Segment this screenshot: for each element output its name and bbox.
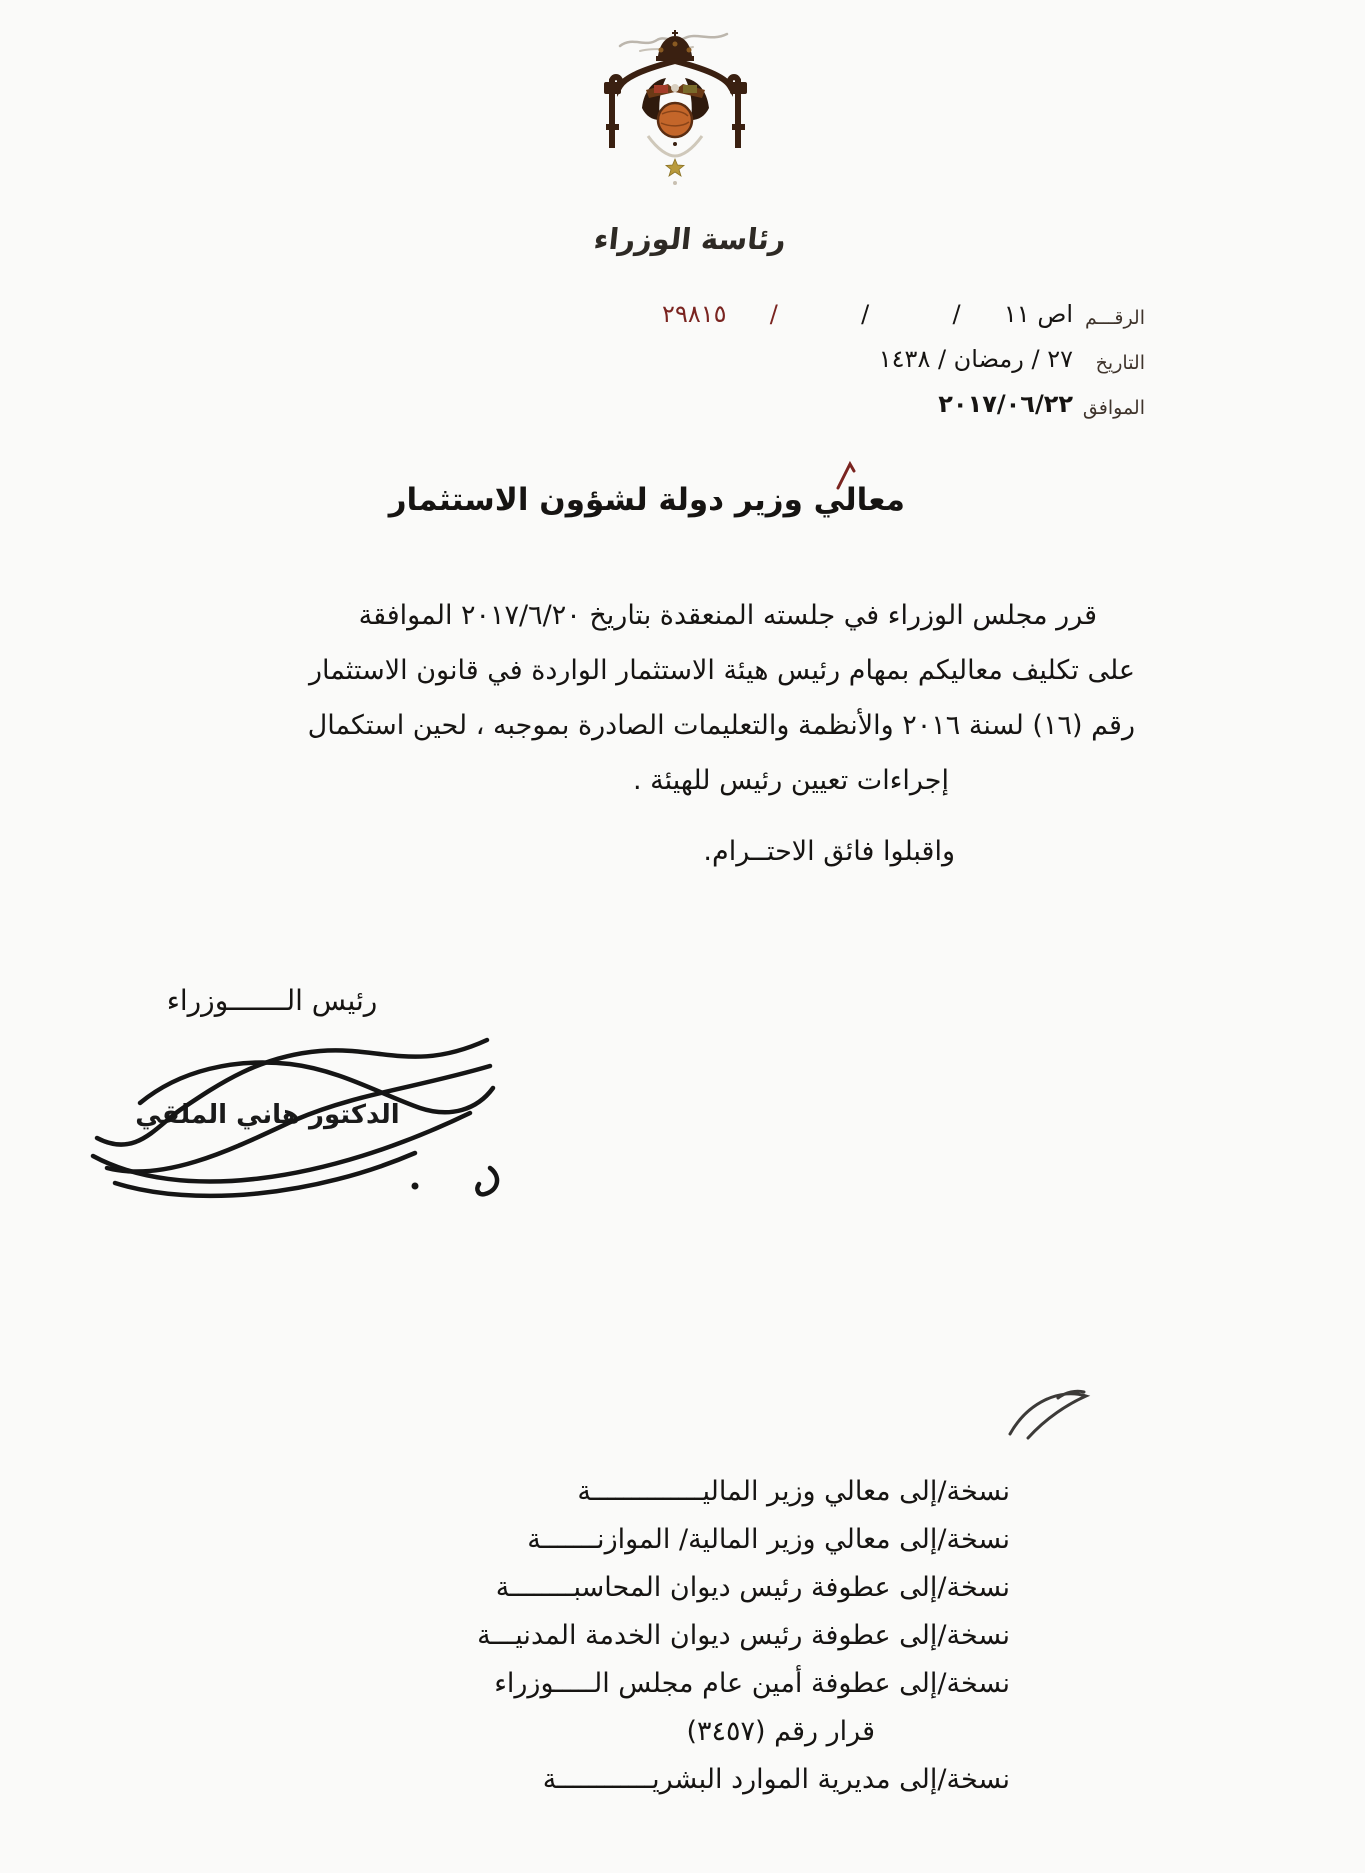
ref-number-sep2: /: [861, 300, 870, 328]
ref-label-number: الرقـــم: [1085, 307, 1145, 329]
salutation-line: معالي وزير دولة لشؤون الاستثمار: [388, 482, 905, 518]
cc-decision-number: قرار رقم (٣٤٥٧): [686, 1716, 875, 1747]
ref-number-line: [662, 292, 1073, 337]
cc-item: نسخة/إلى معالي وزير المالية/ الموازنـــــــة: [527, 1524, 1010, 1555]
closing-line: واقبلوا فائق الاحتــرام.: [703, 836, 955, 867]
body-line: رقم (١٦) لسنة ٢٠١٦ والأنظمة والتعليمات الصادرة بموجبه ، لحين استكمال: [307, 710, 1135, 741]
ref-number-sep3: /: [769, 300, 778, 328]
ref-number-prefix: اص ١١: [1003, 300, 1073, 328]
ref-number-value: ٢٩٨١٥: [662, 300, 727, 328]
org-calligraphy-title: رئاسة الوزراء: [592, 222, 788, 256]
handwritten-annotation-mark: [998, 1382, 1093, 1452]
cc-item: نسخة/إلى معالي وزير الماليــــــــــــــة: [577, 1476, 1010, 1507]
body-line: إجراءات تعيين رئيس للهيئة .: [632, 765, 949, 796]
signature-mark: [85, 1018, 515, 1223]
ref-label-date: التاريخ: [1095, 352, 1145, 374]
cc-item: نسخة/إلى عطوفة رئيس ديوان الخدمة المدنيـــة: [477, 1620, 1010, 1651]
cc-item: نسخة/إلى عطوفة رئيس ديوان المحاسبــــــــة: [495, 1572, 1010, 1603]
ref-number-sep1: /: [952, 300, 961, 328]
letter-body: [125, 588, 1135, 808]
cc-list: [465, 1468, 1010, 1804]
ref-hijri-date: ٢٧ / رمضان / ١٤٣٨: [878, 345, 1073, 373]
jordan-royal-crest-icon: [598, 28, 753, 198]
reference-labels: [1075, 296, 1145, 431]
reference-values: [662, 292, 1073, 427]
body-line: قرر مجلس الوزراء في جلسته المنعقدة بتاريخ ٢٠١٧/٦/٢٠ الموافقة: [358, 600, 1097, 631]
cc-item: نسخة/إلى مديرية الموارد البشريــــــــــــة: [542, 1764, 1010, 1795]
cc-item: نسخة/إلى عطوفة أمين عام مجلس الـــــوزراء: [494, 1668, 1010, 1699]
signatory-title: رئيس الـــــــوزراء: [166, 984, 378, 1017]
signatory-name: الدكتور هاني الملقي: [135, 1100, 400, 1130]
ref-gregorian-date: ٢٠١٧/٠٦/٢٢: [938, 390, 1073, 418]
ref-label-corresponding: الموافق: [1082, 397, 1145, 419]
body-line: على تكليف معاليكم بمهام رئيس هيئة الاستثمار الواردة في قانون الاستثمار: [308, 655, 1135, 686]
